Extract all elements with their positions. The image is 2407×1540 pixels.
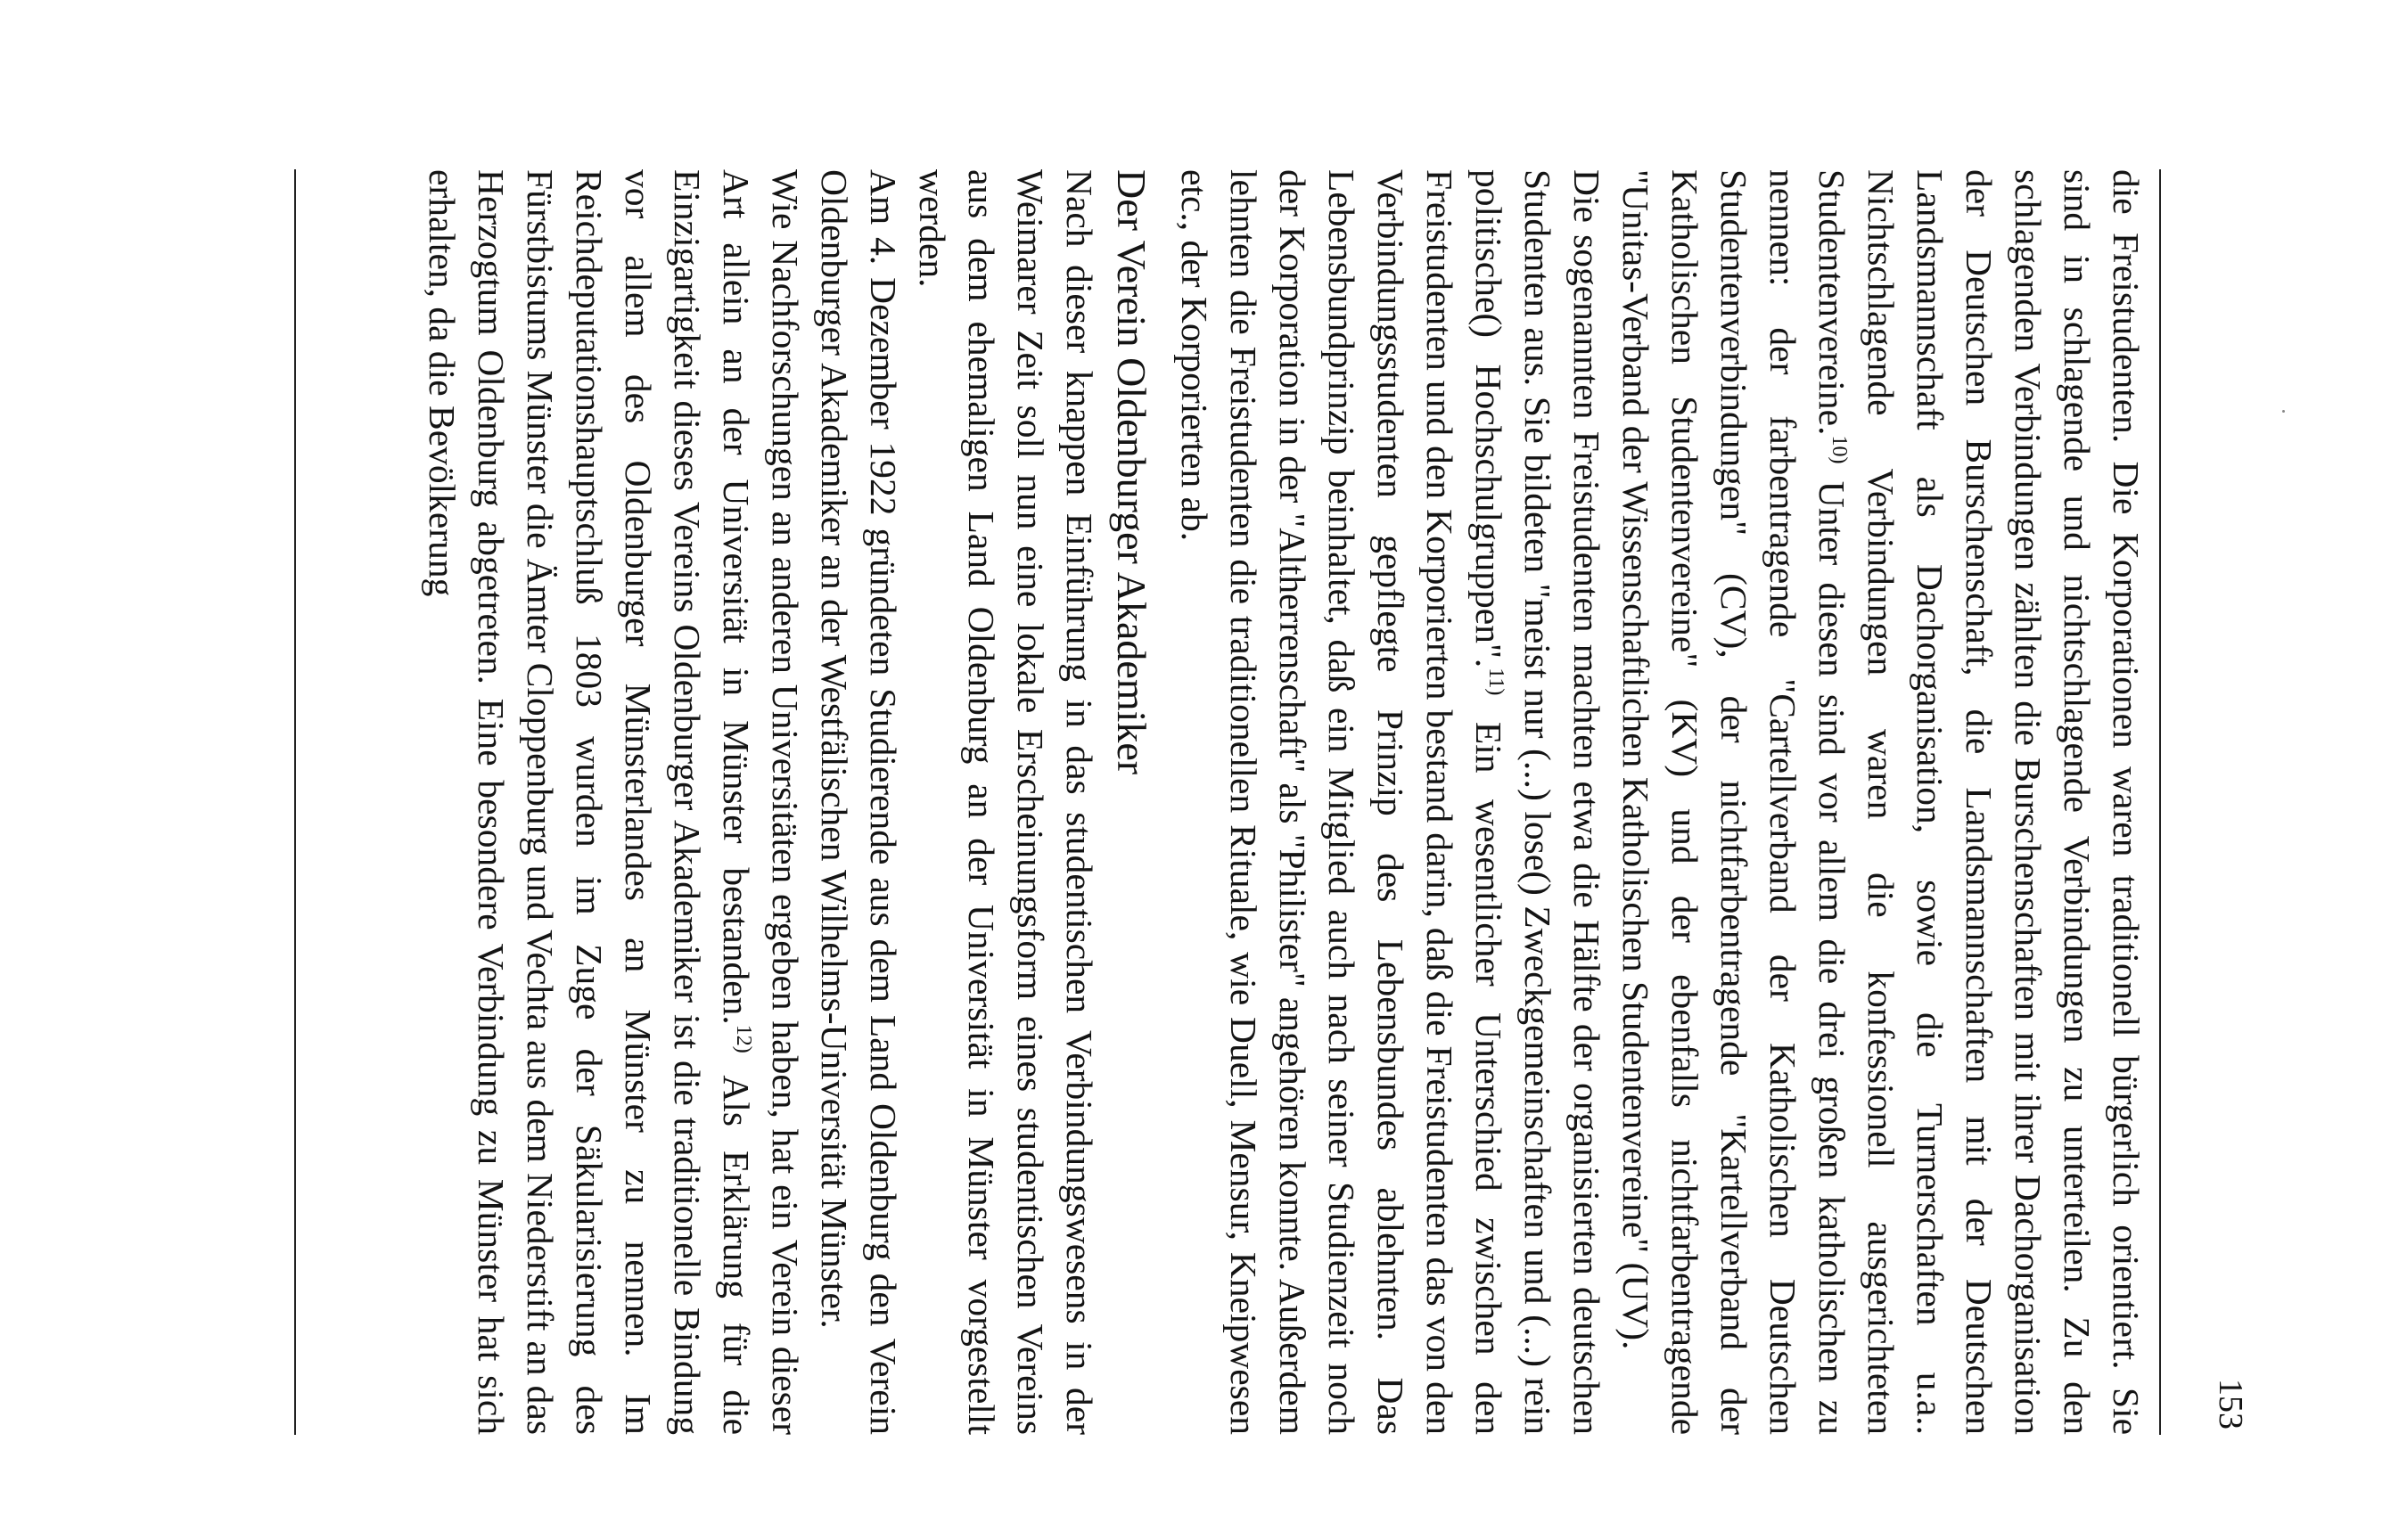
paragraph-5-text-cont: Als Erklärung für die Einzigartigkeit dieses Vereins Oldenburger Akademiker ist die traditionelle Bindung vor allem des Oldenburger Münsterlandes an Münster zu nennen. Im Reichdeputationshauptschluß 1803 wurden im Zuge der Säkularisierung des Fürstbistums Münster die Ämter Cloppenburg und Vechta aus dem Niederstift an das Herzogtum Oldenburg abgetreten. Eine besondere Verbindung zu Münster hat sich erhalten, da die Bevölkerung [422,169,757,1435]
footnote-ref-11: 11) [1483,668,1507,696]
footnote-ref-10: 10) [1827,435,1851,464]
paragraph-3-text: Nach dieser knappen Einführung in das studentischen Verbindungswesens in der Weimarer Zeit soll nun eine lokale Erscheinungsform eines studentischen Vereins aus dem ehemaligen Land Oldenburg an der Universität in Münster vorgestellt werden. [912,169,1100,1435]
paragraph-4-text: Am 4. Dezember 1922 gründeten Studierende aus dem Land Oldenburg den Verein Oldenburger Akademiker an der Westfälischen Wilhelms-Universität Münster. [814,169,904,1435]
paragraph-5 [417,169,809,1435]
body-text [417,169,2150,1435]
footer-rule [294,169,296,1435]
paragraph-2-text: Die sogenannten Freistudenten machten etwa die Hälfte der organisierten deutschen Studenten aus. Sie bildeten "meist nur (...) lose() Zweckgemeinschaften und (...) rein politische() Hochschulgruppen". [1468,169,1607,1435]
page-number: 153 [2212,1379,2249,1429]
paragraph-1 [1611,169,2150,1435]
paragraph-1-text: die Freistudenten. Die Korporationen waren traditionell bürgerlich orientiert. Sie sind in schlagende und nichtschlagende Verbindungen zu unterteilen. Zu den schlagenden Verbindungen zählten die Burschenschaften mit ihrer Dachorganisation der Deutschen Burschenschaft, die Landsmannschaften mit der Deutschen Landsmannschaft als Dachorganisation, sowie die Turnerschaften u.a.. Nichtschlagende Verbindungen waren die konfessionell ausgerichteten Studentenvereine. [1811,169,2147,1435]
footnote-ref-12: 12) [731,1024,755,1053]
paragraph-5-text: Wie Nachforschungen an anderen Universitäten ergeben haben, hat ein Verein dieser Art allein an der Universität in Münster bestanden. [716,169,806,1435]
paragraph-4 [809,169,908,1435]
section-heading: Der Verein Oldenburger Akademiker [1109,169,1154,775]
scan-speck [2282,410,2285,413]
paragraph-1-text-cont: Unter diesen sind vor allem die drei großen katholischen zu nennen: der farbentragende "Cartellverband der Katholischen Deutschen Studentenverbindungen" (CV), der nichtfarbentragende "Kartellverband der Katholischen Studentenvereine" (KV) und der ebenfalls nichtfarbentragende "Unitas-Verband der Wissenschaftlichen Katholischen Studentenvereine" (UV). [1615,169,1852,1435]
paragraph-3 [908,169,1104,1435]
header-rule [2159,169,2161,1435]
paragraph-2-text-cont: Ein wesentlicher Unterschied zwischen den Freistudenten und den Korporierten bestand darin, daß die Freistudenten das von den Verbindungsstudenten gepflegte Prinzip des Lebensbundes ablehnten. Das Lebensbundprinzip beinhaltet, daß ein Mitglied auch nach seiner Studienzeit noch der Korporation in der "Altherrenschaft" als "Philister" angehören konnte. Außerdem lehnten die Freistudenten die traditionellen Rituale, wie Duell, Mensur, Kneipwesen etc., der Korporierten ab. [1174,169,1509,1435]
rotated-page-content [178,169,2255,1435]
paragraph-2 [1170,169,1611,1435]
